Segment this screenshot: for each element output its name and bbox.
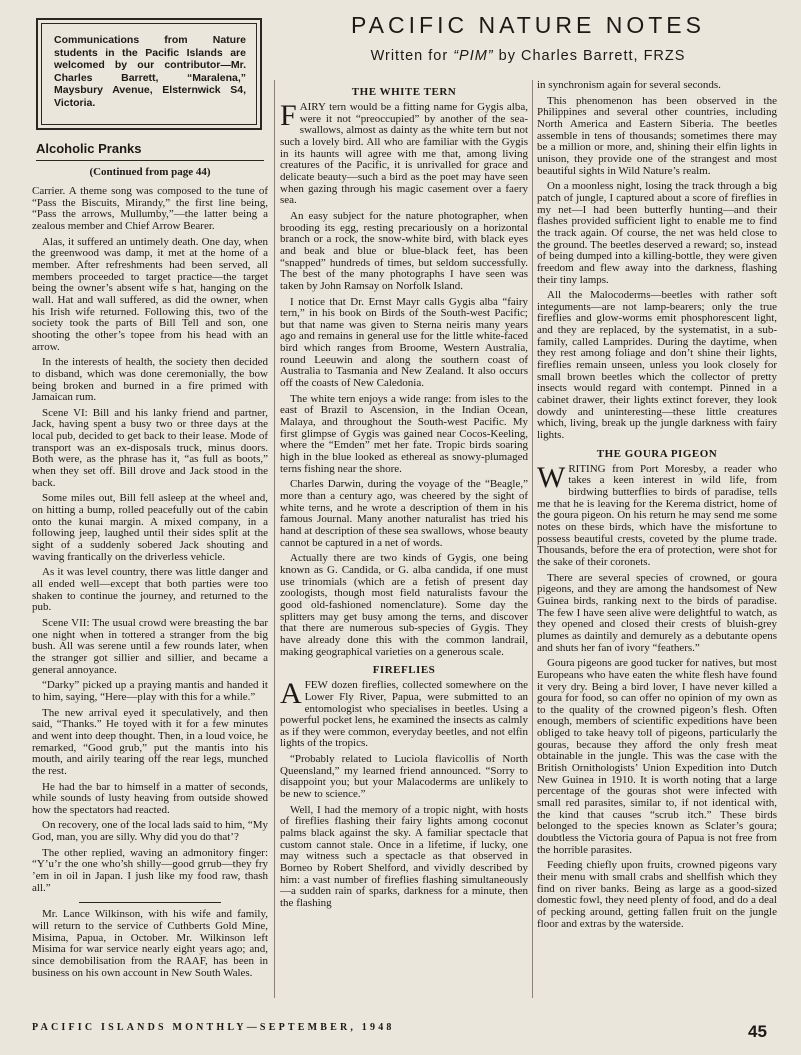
byline-prefix: Written for [370, 48, 449, 64]
paragraph: Well, I had the memory of a tropic night, with hosts of fireflies flashing their fairy lights among coconut palms black against the sky. A familiar spectacle that custom cannot stale. Once in a lifetime, if lucky, one may witness such a spectacle as that observed in Borneo by Robert Shelford, and vividly described by him: a vast number of fireflies flashing simultaneously—a sudden rain of sparks, darkness for a minute, then the flashing [280, 803, 528, 909]
paragraph: As it was level country, there was little danger and all ended well—except that both parties were too shaken to continue the journey, and returned to the pub. [32, 566, 268, 614]
paragraph: All the Malocoderms—beetles with rather soft integuments—are not lamp-bearers; only the true fireflies and glow-worms emit phosphorescent light, and they are replaced, by the systematist, in a sub-family, called Lamprides. During the daytime, when they rest among foliage and don’t shine their lights, fireflies remain unseen, unless you look closely for small brown beetles which the collector of pretty insects would regard with contempt. Pinned in a cabinet drawer, their lights extinct forever, they look dowdy and uninteresting—these little creatures which, living, break up the jungle darkness with fairy lights. [537, 289, 777, 442]
column-divider [532, 80, 533, 998]
heading-goura-pigeon: THE GOURA PIGEON [596, 447, 718, 460]
section-masthead: PACIFIC NATURE NOTES [351, 12, 705, 38]
paragraph: The new arrival eyed it speculatively, and then said, “Thanks.” He toyed with it for a few minutes and went into deep thought. Then, in a loud voice, he remarked, “Good grub,” put the mantis into his mouth, and airily tearing off the rear legs, munched the rest. [32, 706, 268, 777]
paragraph: He had the bar to himself in a matter of seconds, while sounds of lusty heaving from outside showed how the spectators had reacted. [32, 780, 268, 816]
byline [278, 48, 778, 64]
title-rule [36, 160, 264, 161]
paragraph: Some miles out, Bill fell asleep at the wheel and, on hitting a bump, rolled peacefully out of the cabin onto the kunai margin. A mixed company, in a following jeep, laughed until their sides split at the sight of a suddenly sobered Jack shouting and waving frantically on the driverless vehicle. [32, 492, 268, 563]
column-rule [79, 902, 221, 903]
paragraph: Scene VI: Bill and his lanky friend and partner, Jack, having spent a busy two or three days at the local pub, decided to get back to their lease. Mode of transport was an ex-disposals truck, minus doors. Both were, as the phrase has it, “as full as boots,” when they set off. Bill drove and Jack stood in the back. [32, 406, 268, 489]
article-title-alcoholic-pranks: Alcoholic Pranks [36, 141, 142, 156]
paragraph: FAIRY tern would be a fitting name for Gygis alba, were it not “preoccupied” by another of the sea-swallows, almost as dainty as the white tern but not such a lovely bird. All who are familiar with the Gygis in its haunts will agree with me that, among living creatures of the Pacific, it is unrivalled for grace and delicate beauty—such a bird as the poet may have seen when gazing through his magic casement over a faery sea. [280, 99, 528, 207]
paragraph: Carrier. A theme song was composed to the tune of “Pass the Biscuits, Mirandy,” the first line being, “Pass the arrows, Mullumby,”—the latter being a zealous member and Chief Arrow Bearer. [32, 186, 268, 232]
paragraph: In the interests of health, the society then decided to disband, which was done ceremonially, the bow being broken and burned in a fire primed with Jamaican rum. [32, 356, 268, 404]
paragraph: “Probably related to Luciola flavicollis of North Queensland,” my learned friend announced. “Sorry to disappoint you; but your Malacoderms are unlikely to be new to science.” [280, 753, 528, 801]
column-divider [274, 80, 275, 998]
column-alcoholic-pranks [32, 186, 268, 998]
byline-publication: “PIM” [453, 48, 494, 64]
continued-note: (Continued from page 44) [89, 166, 211, 178]
paragraph: On recovery, one of the local lads said to him, “My God, man, you are silly. Why did you do that’? [32, 819, 268, 844]
paragraph: On a moonless night, losing the track through a big patch of jungle, I captured about a score of fireflies in my net—I had been butterfly hunting—and their flashes provided sufficient light to enable me to find the track again. Of course, the net was held close to the ground. The beetles deserved a reward; so, instead of being dumped into a killing-bottle, they were given freedom and flew away into the darkness, flashing their tiny lamps. [537, 180, 777, 286]
paragraph: Goura pigeons are good tucker for natives, but most Europeans who have eaten the white flesh have found it very dry. Being a bird lover, I have never killed a goura for food, so can offer no opinion of my own as to the quality of the crowned pigeon’s flesh. Often enough, members of scientific expeditions have been obliged to take heavy toll of pigeons, particularly the gouras, because they afford the only fresh meat obtainable in the jungle. This was the case with the British Ornithologists’ Union Expedition into Dutch New Guinea in 1910. It is worth noting that a large percentage of the gouras shot were infected with small red parasites, similar to, if not identical with, the kind that causes “scrub itch.” These birds belonged to the species known as Sclater’s goura; doubtless the Victoria goura of Papua is not free from the horrible parasites. [537, 657, 777, 856]
paragraph: Feeding chiefly upon fruits, crowned pigeons vary their menu with small crabs and shellfish which they find on river banks. Being as large as a good-sized domestic fowl, they need plenty of food, and do a deal of pecking around, getting fallen fruit on the jungle floor and extras by the waterside. [537, 859, 777, 930]
contributor-notice: Communications from Nature students in the Pacific Islands are welcomed by our contributor—Mr. Charles Barrett, “Maralena,” Maysbury Avenue, Elsternwick S4, Victoria. [41, 23, 257, 125]
paragraph: Alas, it suffered an untimely death. One day, when the greenwood was damp, it met at the home of a member. After refreshments had been served, all members proceeded to target practice—the target being the owner’s absent wife s hat, hanging on the wall. Hat and wall suffered, as did the owner, when his Irish wife returned. Following this, two of the society took the parts of Bill Tell and son, one shooting the other’s topee from his head with an arrow. [32, 235, 268, 353]
paragraph: WRITING from Port Moresby, a reader who takes a keen interest in wild life, from birdwing butterflies to birds of paradise, tells me that he is leaving for the Kerema district, home of the goura pigeon. On his return he may send me some notes on these birds, which have the misfortune to possess beautiful crests, coveted by the plume trade. Thousands, before the era of protection, were shot for the sake of their coronets. [537, 460, 777, 568]
paragraph: The white tern enjoys a wide range: from isles to the east of Brazil to Ascension, in the Indian Ocean, Malaya, and throughout the South-west Pacific. My first glimpse of Gygis was gained near Cocos-Keeling, where the “Emden” met her fate. Tropic birds soaring high in the blue looked as ethereal as snowy-plumaged terns fishing near the shore. [280, 392, 528, 475]
column-fireflies-goura [537, 80, 777, 998]
paragraph: AFEW dozen fireflies, collected somewhere on the Lower Fly River, Papua, were submitted to an entomologist who specialises in beetles. Using a powerful pocket lens, he examined the insects as calmly as if they were common, everyday beetles, and not elfin lights of the tropics. [280, 677, 528, 750]
page-number: 45 [748, 1022, 767, 1041]
paragraph: There are several species of crowned, or goura pigeons, and they are among the handsomest of New Guinea birds, ranking next to the birds of paradise. The few I have seen alive were delightful to watch, as they opened and closed their crests of bluish-grey plumes as daintily and demurely as a debutante opens and shuts her fan of ivory “feathers.” [537, 571, 777, 654]
paragraph: in synchronism again for several seconds. [537, 80, 721, 91]
news-item-wilkinson: Mr. Lance Wilkinson, with his wife and family, will return to the service of Cuthberts Gold Mine, Misima, Papua, in October. Mr. Wilkinson left Misima for war service nearly eight years ago; and, since demobilisation from the RAAF, has been in business on his own account in New South Wales. [32, 908, 268, 979]
heading-fireflies: FIREFLIES [372, 664, 436, 677]
paragraph: An easy subject for the nature photographer, when brooding its egg, resting precariously on a horizontal branch or a rock, the snow-white bird, with black eyes and beak and blue or blue-black feet, has been “snapped” hundreds of times, but seldom successfully. The best of the many photographs I have seen was taken by John Ramsay on Norfolk Island. [280, 209, 528, 292]
heading-white-tern: THE WHITE TERN [351, 86, 457, 98]
paragraph: Actually there are two kinds of Gygis, one being known as G. Candida, or G. alba candida, if one must use trinomials (which are a fetish of present day zoologists, though most field naturalists favour the good old-fashioned nomenclature). Some day the splitters may get busy among the terns, and discover that there are numerous sub-species of Gygis. They have already done this with the common landrail, making geographical varieties on a generous scale. [280, 552, 528, 658]
paragraph: The other replied, waving an admonitory finger: “Y’u’r the one who’sh shilly—good grrub—they fry ’em in oil in Japan. I jush like my food raw, thash all.” [32, 846, 268, 894]
paragraph: Scene VII: The usual crowd were breasting the bar one night when in tottered a stranger from the big bush. All was serene until a few rounds later, when the stranger got sillier and sillier, and became a general annoyance. [32, 616, 268, 676]
running-footer: PACIFIC ISLANDS MONTHLY—SEPTEMBER, 1948 [32, 1022, 395, 1033]
column-white-tern-fireflies [280, 80, 528, 998]
byline-author: by Charles Barrett, FRZS [498, 48, 686, 64]
paragraph: Charles Darwin, during the voyage of the “Beagle,” more than a century ago, was cheered by the sight of white terns, and he wrote a description of them in his famous Journal. Many another naturalist has tried his hand at description of these sea swallows, whose beauty cannot be captured in a net of words. [280, 478, 528, 549]
paragraph: I notice that Dr. Ernst Mayr calls Gygis alba “fairy tern,” in his book on Birds of the South-west Pacific; but that name was given to Sterna neiris many years ago and remains in general use for the little white-faced bird which ranges from Broome, Western Australia, round Leeuwin and along the southern coast of Australia to Tasmania and New Zealand. It also occurs off the coasts of New Caledonia. [280, 295, 528, 390]
paragraph: This phenomenon has been observed in the Philippines and several other countries, including North America and Eastern Siberia. The beetles assemble in tens of thousands; sometimes there may be a million or more, and, shining their elfin lights in unison, they provide one of the strangest and most beautiful sights in Wild Nature’s realm. [537, 94, 777, 177]
paragraph: “Darky” picked up a praying mantis and handed it to him, saying, “Here—play with this for a while.” [32, 679, 268, 703]
contributor-notice-box [36, 18, 262, 130]
